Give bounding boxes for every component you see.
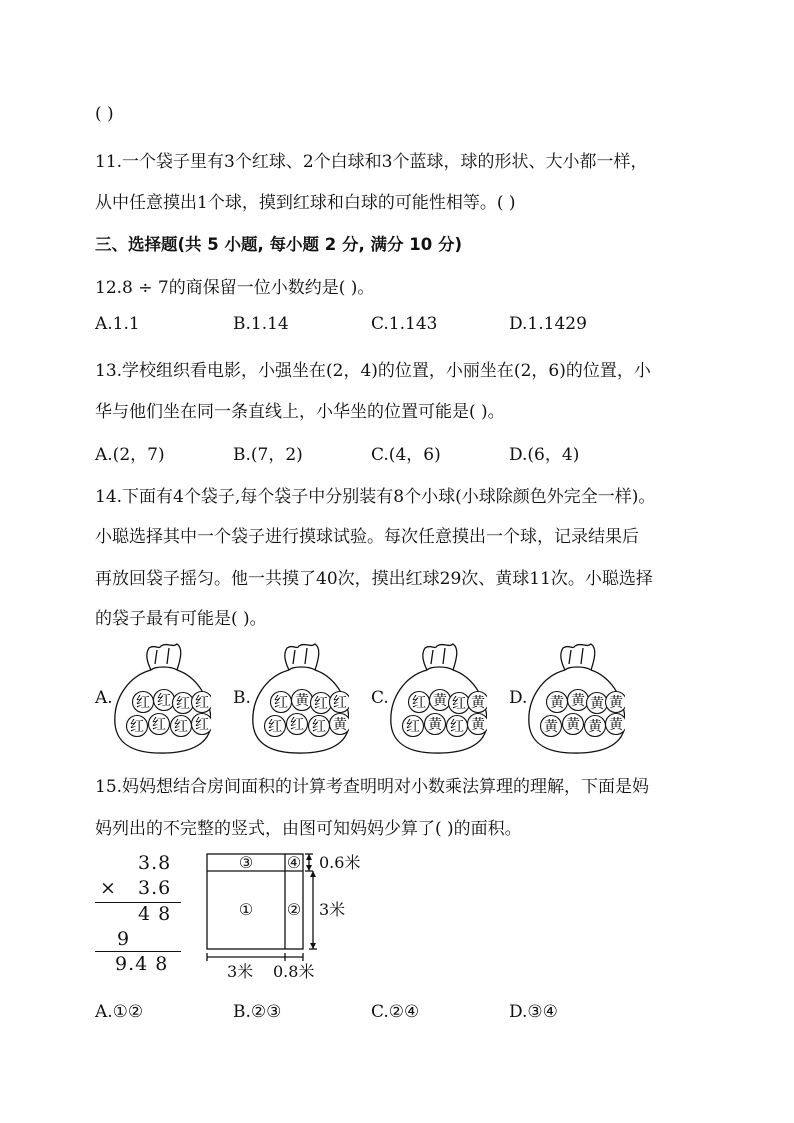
- ball: [171, 716, 192, 737]
- q12-option-a[interactable]: A.1.1: [95, 314, 140, 334]
- ball-label: 红: [130, 719, 144, 735]
- area-diagram: [195, 845, 385, 985]
- bag-neck: [285, 644, 319, 670]
- ball-label: 黄: [295, 693, 309, 709]
- ball: [425, 714, 446, 735]
- q15-option-d[interactable]: D.③④: [509, 1002, 558, 1022]
- q13-line2: 华与他们坐在同一条直线上，小华坐的位置可能是( )。: [95, 402, 505, 422]
- ball-label: 红: [333, 695, 347, 711]
- ball-label: 红: [195, 717, 209, 733]
- ball-label: 红: [274, 695, 288, 711]
- arrow-06-down: [306, 865, 312, 871]
- ball: [541, 716, 562, 737]
- ball-label: 红: [174, 719, 188, 735]
- bag-neck: [561, 644, 595, 670]
- q14-bag-letter-b[interactable]: B.: [233, 688, 251, 708]
- bag-neck: [147, 644, 181, 670]
- ball: [287, 714, 308, 735]
- vm-partial-1: 4 8: [138, 903, 172, 925]
- ball-label: 红: [290, 717, 304, 733]
- ball: [127, 716, 148, 737]
- ball: [154, 690, 175, 711]
- q14-bag-a[interactable]: [111, 640, 211, 758]
- ball: [585, 716, 606, 737]
- arrow-3-down: [310, 943, 316, 949]
- q14-line1: 14.下面有4个袋子,每个袋子中分别装有8个小球(小球除颜色外完全一样)。: [95, 487, 656, 507]
- q15-line1: 15.妈妈想结合房间面积的计算考查明明对小数乘法算理的理解，下面是妈: [95, 777, 650, 797]
- ball: [149, 714, 170, 735]
- vm-multiplicand: 3.8: [138, 852, 172, 874]
- q14-line4: 的袋子最有可能是( )。: [95, 609, 267, 629]
- ball-label: 黄: [433, 693, 447, 709]
- q14-bag-letter-c[interactable]: C.: [371, 688, 389, 708]
- ball-label: 黄: [471, 717, 485, 733]
- region-2-label: ②: [286, 900, 302, 919]
- ball-label: 黄: [609, 717, 623, 733]
- ball-label: 黄: [550, 695, 564, 711]
- q11-line2: 从中任意摸出1个球，摸到红球和白球的可能性相等。( ): [95, 193, 516, 213]
- q13-line1: 13.学校组织看电影，小强坐在(2，4)的位置，小丽坐在(2，6)的位置，小: [95, 361, 651, 381]
- label-0.6m: 0.6米: [319, 853, 361, 872]
- q15-option-b[interactable]: B.②③: [233, 1002, 282, 1022]
- ball-label: 黄: [590, 696, 604, 712]
- arrow-3-up: [310, 871, 316, 877]
- ball-label: 黄: [588, 719, 602, 735]
- ball: [430, 690, 451, 711]
- ball-label: 黄: [333, 717, 347, 733]
- bag-neck: [423, 644, 457, 670]
- q14-bag-c[interactable]: [387, 640, 487, 758]
- vm-multiplier: 3.6: [138, 877, 172, 899]
- q15-line2: 妈列出的不完整的竖式，由图可知妈妈少算了( )的面积。: [95, 819, 522, 839]
- ball: [133, 692, 154, 713]
- q13-option-a[interactable]: A.(2，7): [95, 445, 165, 465]
- vm-partial-2: 9: [117, 928, 131, 950]
- ball-label: 红: [176, 696, 190, 712]
- vm-times-sign: ×: [100, 877, 117, 899]
- q14-bag-d[interactable]: [525, 640, 625, 758]
- ball-label: 红: [406, 719, 420, 735]
- q13-option-c[interactable]: C.(4，6): [371, 445, 441, 465]
- ball: [330, 692, 350, 713]
- q15-option-a[interactable]: A.①②: [95, 1002, 144, 1022]
- ball: [587, 693, 608, 714]
- ball-label: 红: [157, 693, 171, 709]
- label-3m-right: 3米: [319, 900, 346, 919]
- q14-bag-b[interactable]: [249, 640, 349, 758]
- ball: [468, 692, 488, 713]
- ball-label: 红: [450, 719, 464, 735]
- ball-label: 黄: [471, 695, 485, 711]
- region-3-label: ③: [238, 853, 254, 872]
- ball: [311, 693, 332, 714]
- ball-label: 红: [195, 695, 209, 711]
- ball: [173, 693, 194, 714]
- q15-option-c[interactable]: C.②④: [371, 1002, 420, 1022]
- ball-label: 红: [268, 719, 282, 735]
- q14-bag-letter-a[interactable]: A.: [95, 688, 113, 708]
- q12-option-b[interactable]: B.1.14: [233, 314, 289, 334]
- q14-line3: 再放回袋子摇匀。他一共摸了40次，摸出红球29次、黄球11次。小聪选择: [95, 569, 653, 589]
- q12-option-c[interactable]: C.1.143: [371, 314, 438, 334]
- q14-line2: 小聪选择其中一个袋子进行摸球试验。每次任意摸出一个球，记录结果后: [95, 527, 639, 547]
- ball: [330, 714, 350, 735]
- ball: [309, 716, 330, 737]
- ball-label: 黄: [428, 717, 442, 733]
- ball-label: 红: [312, 719, 326, 735]
- label-3m-bottom: 3米: [227, 962, 254, 981]
- ball: [409, 692, 430, 713]
- ball-label: 黄: [609, 695, 623, 711]
- ball-label: 红: [136, 695, 150, 711]
- q13-option-b[interactable]: B.(7，2): [233, 445, 303, 465]
- q13-option-d[interactable]: D.(6，4): [509, 445, 580, 465]
- ball-label: 黄: [566, 717, 580, 733]
- ball: [547, 692, 568, 713]
- ball-label: 红: [152, 717, 166, 733]
- previous-answer-blank: ( ): [95, 104, 114, 124]
- section-3-heading: 三、选择题(共 5 小题, 每小题 2 分, 满分 10 分): [95, 235, 462, 254]
- ball-label: 红: [452, 696, 466, 712]
- ball: [568, 690, 589, 711]
- vm-product: 9.4 8: [115, 953, 169, 975]
- ball: [563, 714, 584, 735]
- ball: [192, 692, 212, 713]
- ball-label: 红: [314, 696, 328, 712]
- q11-line1: 11.一个袋子里有3个红球、2个白球和3个蓝球，球的形状、大小都一样，: [95, 152, 648, 172]
- region-1-label: ①: [238, 900, 254, 919]
- arrow-06-up: [306, 854, 312, 860]
- ball: [606, 692, 626, 713]
- ball-label: 黄: [544, 719, 558, 735]
- ball: [606, 714, 626, 735]
- ball: [449, 693, 470, 714]
- ball: [271, 692, 292, 713]
- ball: [292, 690, 313, 711]
- ball: [192, 714, 212, 735]
- ball: [447, 716, 468, 737]
- vm-rule-2: [95, 951, 181, 952]
- label-0.8m: 0.8米: [273, 962, 315, 981]
- ball-label: 红: [412, 695, 426, 711]
- q12-option-d[interactable]: D.1.1429: [509, 314, 587, 334]
- ball: [403, 716, 424, 737]
- ball: [265, 716, 286, 737]
- ball: [468, 714, 488, 735]
- q12-text: 12.8 ÷ 7的商保留一位小数约是( )。: [95, 278, 375, 298]
- ball-label: 黄: [571, 693, 585, 709]
- region-4-label: ④: [286, 853, 302, 872]
- q14-bag-letter-d[interactable]: D.: [509, 688, 528, 708]
